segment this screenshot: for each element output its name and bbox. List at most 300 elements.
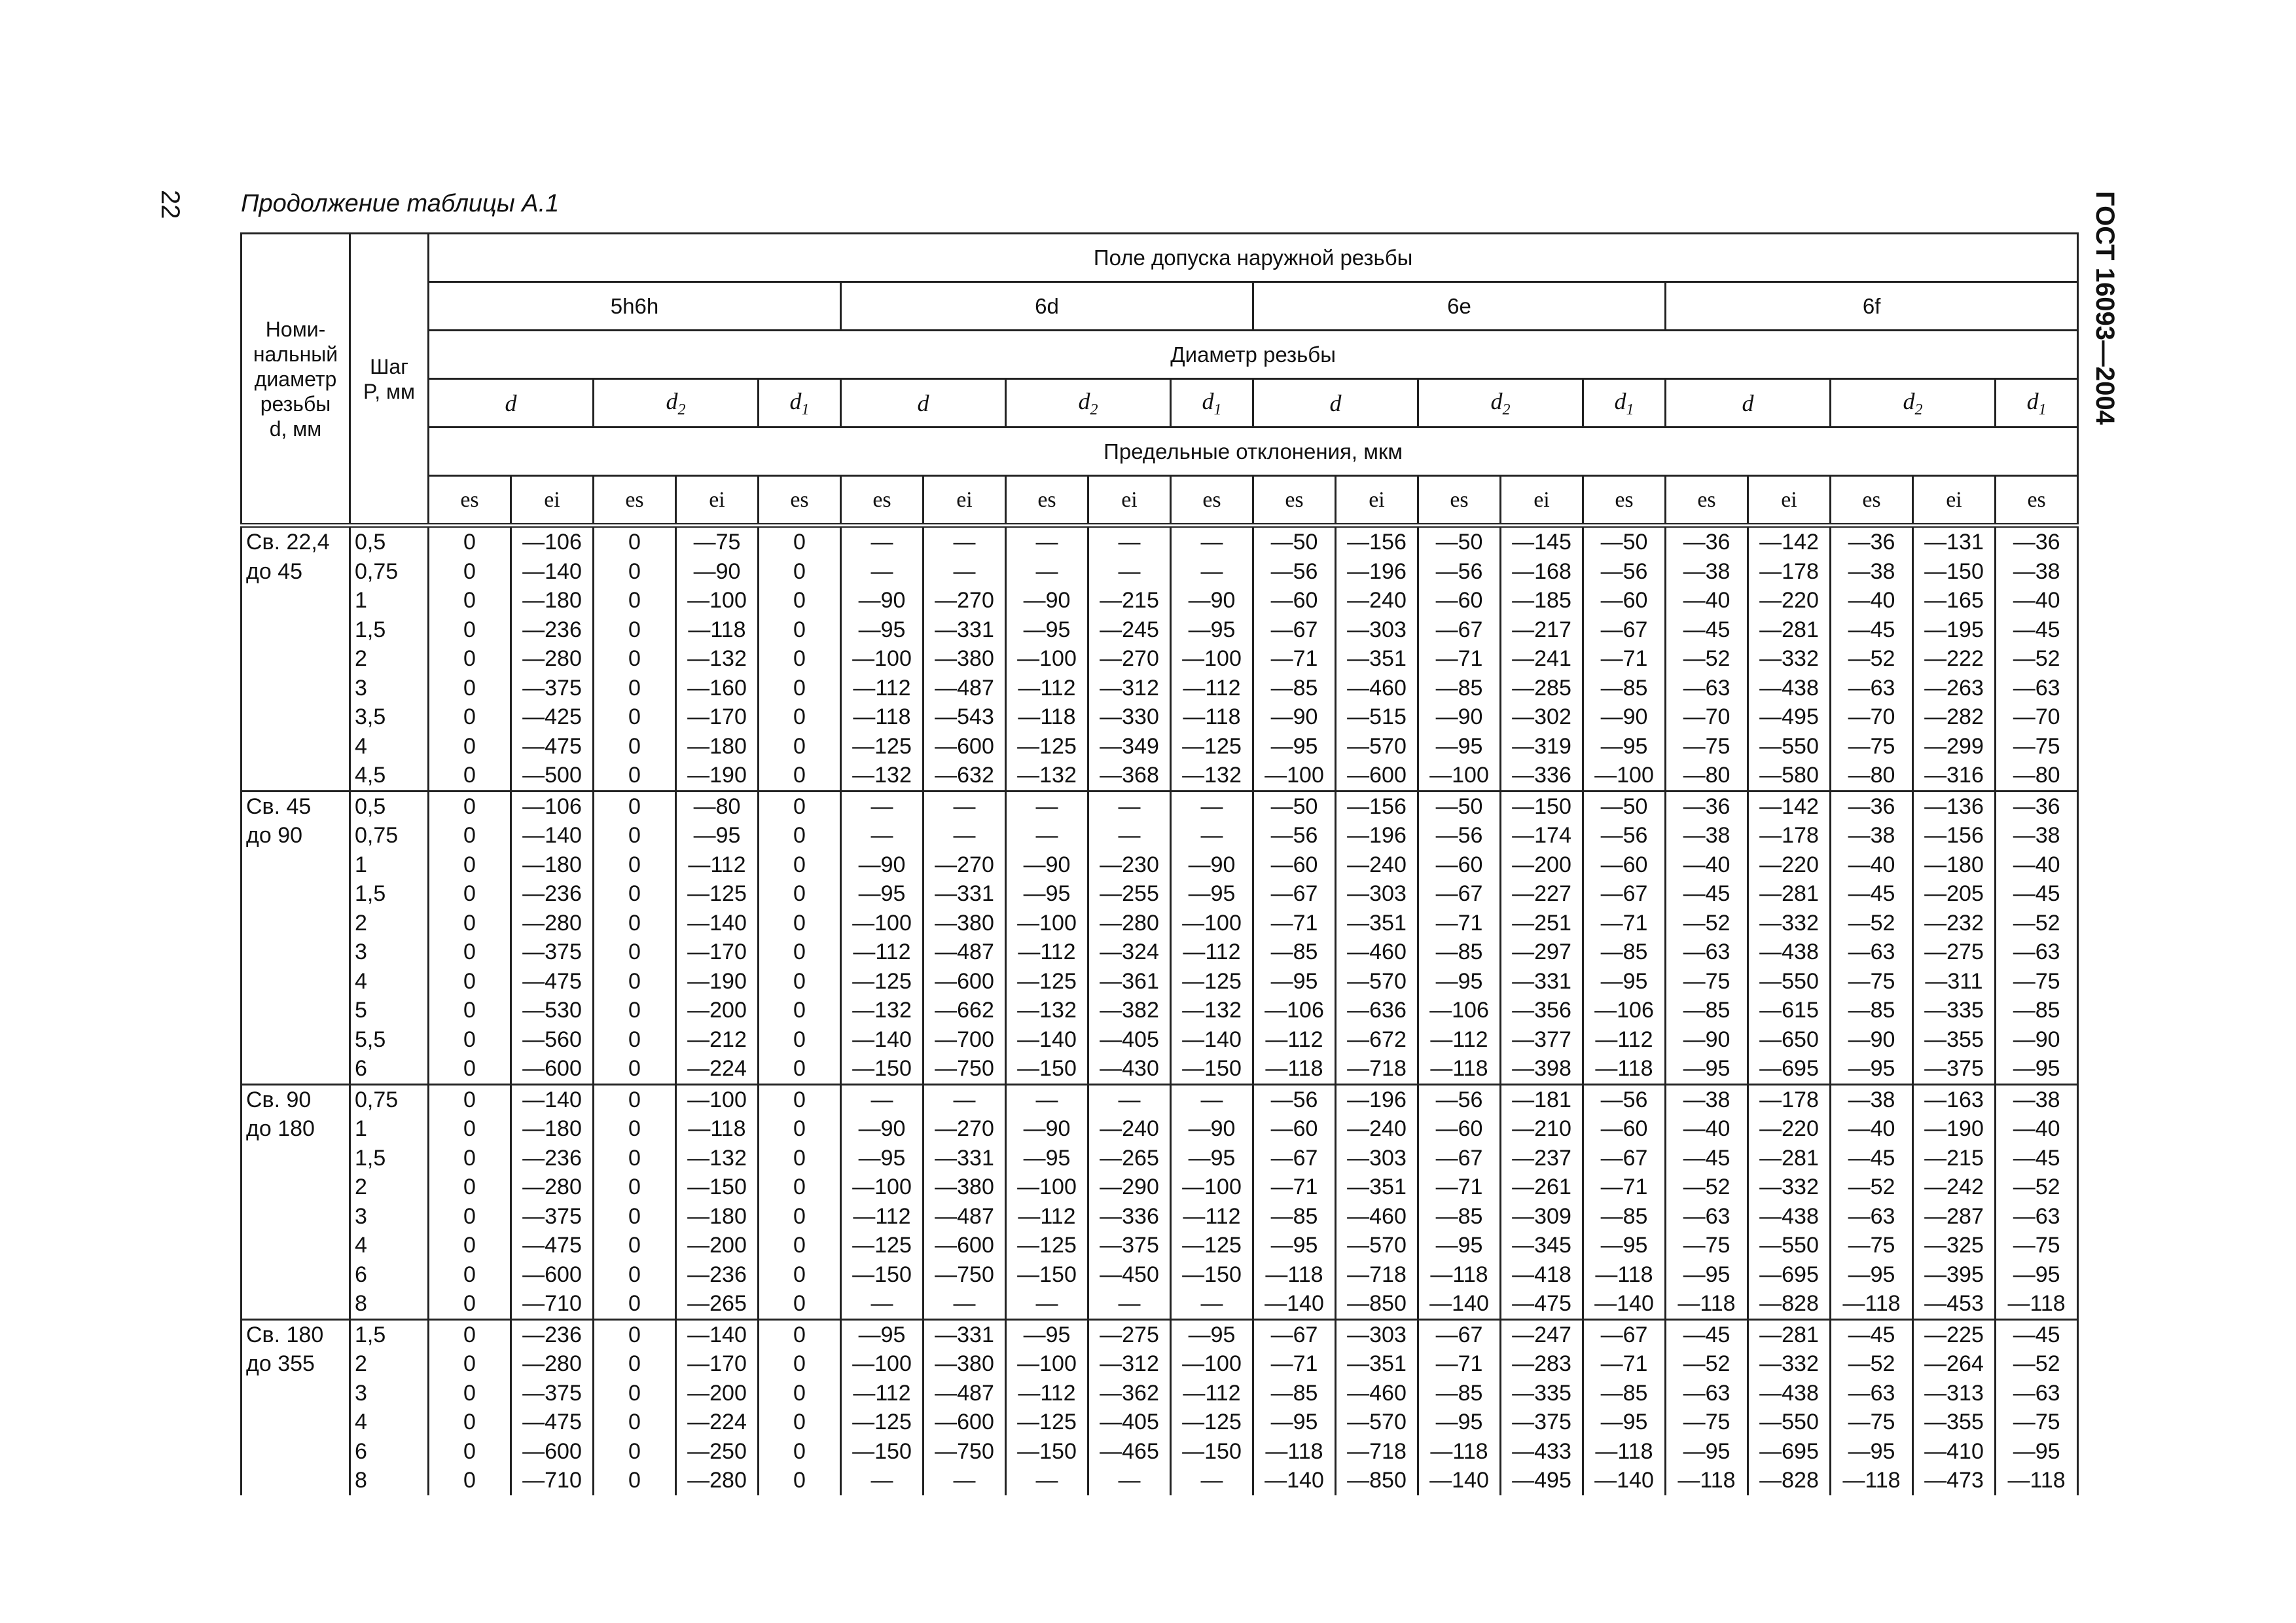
deviation-value: —85 [1583, 1379, 1666, 1408]
header-deviation-es: es [1253, 476, 1336, 526]
pitch-value: 3 [350, 1202, 429, 1231]
deviation-value: —100 [841, 644, 924, 674]
deviation-value: —225 [1913, 1319, 1996, 1349]
deviation-value: 0 [594, 1466, 676, 1495]
deviation-value: —125 [841, 1408, 924, 1437]
deviation-value: —52 [1996, 1349, 2078, 1379]
deviation-value: —95 [1171, 879, 1253, 909]
deviation-value: —85 [1418, 1379, 1501, 1408]
deviation-value: 0 [594, 526, 676, 557]
deviation-value: —60 [1253, 586, 1336, 615]
deviation-value: — [1088, 821, 1171, 850]
table-row [242, 1319, 2078, 1349]
deviation-value: —570 [1336, 967, 1418, 996]
deviation-value: —302 [1501, 702, 1583, 732]
header-deviation-es: es [841, 476, 924, 526]
deviation-value: —750 [924, 1054, 1006, 1084]
deviation-value: 0 [759, 1114, 841, 1144]
deviation-value: —63 [1831, 674, 1913, 703]
deviation-value: —319 [1501, 732, 1583, 761]
deviation-value: 0 [759, 1054, 841, 1084]
deviation-value: —495 [1501, 1466, 1583, 1495]
deviation-value: —112 [1006, 674, 1088, 703]
deviation-value: —67 [1253, 879, 1336, 909]
deviation-value: —178 [1748, 557, 1831, 587]
deviation-value: —85 [1418, 938, 1501, 967]
deviation-value: 0 [759, 1349, 841, 1379]
deviation-value: —52 [1831, 1349, 1913, 1379]
deviation-value: —60 [1583, 850, 1666, 880]
deviation-value: — [924, 557, 1006, 587]
deviation-value: —40 [1666, 850, 1748, 880]
deviation-value: 0 [594, 1054, 676, 1084]
header-deviation-es: es [1006, 476, 1088, 526]
header-diameter-d2: $d_2$ [1006, 379, 1171, 428]
deviation-value: —132 [676, 644, 759, 674]
deviation-value: 0 [594, 1144, 676, 1173]
deviation-value: —80 [1666, 761, 1748, 791]
deviation-value: —210 [1501, 1114, 1583, 1144]
deviation-value: —40 [1996, 1114, 2078, 1144]
deviation-value: —67 [1418, 615, 1501, 645]
deviation-value: —418 [1501, 1260, 1583, 1290]
deviation-value: 0 [594, 615, 676, 645]
deviation-value: —695 [1748, 1260, 1831, 1290]
pitch-value: 0,75 [350, 821, 429, 850]
deviation-value: 0 [429, 1260, 511, 1290]
deviation-value: — [1006, 791, 1088, 821]
deviation-value: —45 [1666, 1319, 1748, 1349]
deviation-value: —112 [1418, 1025, 1501, 1055]
table-row [242, 1260, 2078, 1290]
table-row [242, 879, 2078, 909]
deviation-value: —351 [1336, 644, 1418, 674]
deviation-value: —650 [1748, 1025, 1831, 1055]
deviation-value: 0 [759, 1379, 841, 1408]
deviation-value: —236 [676, 1260, 759, 1290]
deviation-value: —560 [511, 1025, 594, 1055]
deviation-value: —95 [1666, 1260, 1748, 1290]
deviation-value: —380 [924, 909, 1006, 938]
deviation-value: —132 [841, 761, 924, 791]
deviation-value: 0 [759, 1173, 841, 1202]
deviation-value: —60 [1583, 1114, 1666, 1144]
deviation-value: —50 [1253, 526, 1336, 557]
deviation-value: —156 [1336, 526, 1418, 557]
deviation-value: —255 [1088, 879, 1171, 909]
deviation-value: —335 [1501, 1379, 1583, 1408]
header-deviation-es: es [594, 476, 676, 526]
deviation-value: —112 [1253, 1025, 1336, 1055]
pitch-value: 2 [350, 909, 429, 938]
deviation-value: —280 [511, 1349, 594, 1379]
deviation-value: —150 [841, 1260, 924, 1290]
deviation-value: —331 [924, 615, 1006, 645]
deviation-value: —355 [1913, 1408, 1996, 1437]
deviation-value: 0 [759, 586, 841, 615]
deviation-value: —140 [511, 557, 594, 587]
deviation-value: —90 [1006, 1114, 1088, 1144]
deviation-value: —100 [1006, 909, 1088, 938]
deviation-value: —850 [1336, 1289, 1418, 1319]
deviation-value: —95 [1831, 1260, 1913, 1290]
deviation-value: —71 [1253, 644, 1336, 674]
deviation-value: —112 [1006, 1202, 1088, 1231]
deviation-value: —220 [1748, 586, 1831, 615]
deviation-value: —70 [1666, 702, 1748, 732]
deviation-value: —118 [1583, 1054, 1666, 1084]
deviation-value: 0 [759, 938, 841, 967]
deviation-value: 0 [759, 761, 841, 791]
header-deviation-ei: ei [924, 476, 1006, 526]
deviation-value: —283 [1501, 1349, 1583, 1379]
deviation-value: —150 [1006, 1260, 1088, 1290]
deviation-value: —140 [511, 1084, 594, 1114]
header-nominal-line: нальный [253, 342, 338, 366]
deviation-value: —52 [1996, 644, 2078, 674]
deviation-value: —178 [1748, 821, 1831, 850]
deviation-value: —227 [1501, 879, 1583, 909]
header-tolerance-field: Поле допуска наружной резьбы [429, 234, 2078, 282]
header-diameter-d: d [1253, 379, 1418, 428]
deviation-value: —67 [1583, 615, 1666, 645]
pitch-value: 0,75 [350, 1084, 429, 1114]
deviation-value: —220 [1748, 1114, 1831, 1144]
deviation-value: —309 [1501, 1202, 1583, 1231]
deviation-value: —695 [1748, 1054, 1831, 1084]
deviation-value: —131 [1913, 526, 1996, 557]
deviation-value: —112 [1171, 938, 1253, 967]
deviation-value: —351 [1336, 1349, 1418, 1379]
deviation-value: —70 [1996, 702, 2078, 732]
deviation-value: —615 [1748, 996, 1831, 1025]
deviation-value: —45 [1996, 1144, 2078, 1173]
nominal-diameter-range [242, 791, 350, 1084]
deviation-value: —112 [1006, 938, 1088, 967]
deviation-value: —196 [1336, 1084, 1418, 1114]
deviation-value: 0 [759, 879, 841, 909]
deviation-value: —100 [841, 1349, 924, 1379]
deviation-value: —312 [1088, 1349, 1171, 1379]
deviation-value: —90 [841, 850, 924, 880]
deviation-value: 0 [594, 1114, 676, 1144]
deviation-value: —40 [1996, 586, 2078, 615]
deviation-value: —63 [1831, 938, 1913, 967]
deviation-value: —515 [1336, 702, 1418, 732]
deviation-value: —85 [1253, 1202, 1336, 1231]
deviation-value: 0 [759, 732, 841, 761]
deviation-value: —453 [1913, 1289, 1996, 1319]
deviation-value: —150 [1171, 1054, 1253, 1084]
deviation-value: 0 [594, 761, 676, 791]
deviation-value: —60 [1418, 850, 1501, 880]
nominal-diameter-range [242, 526, 350, 792]
deviation-value: —95 [1583, 1231, 1666, 1260]
deviation-value: —45 [1831, 615, 1913, 645]
deviation-value: —85 [1583, 938, 1666, 967]
deviation-value: —38 [1831, 821, 1913, 850]
deviation-value: —125 [1006, 1231, 1088, 1260]
deviation-value: —85 [1666, 996, 1748, 1025]
deviation-value: —433 [1501, 1437, 1583, 1467]
deviation-value: 0 [429, 615, 511, 645]
deviation-value: —718 [1336, 1437, 1418, 1467]
header-deviation-ei: ei [511, 476, 594, 526]
deviation-value: —368 [1088, 761, 1171, 791]
deviation-value: —375 [511, 674, 594, 703]
deviation-value: —710 [511, 1466, 594, 1495]
deviation-value: 0 [594, 1173, 676, 1202]
deviation-value: —125 [1171, 1231, 1253, 1260]
deviation-value: —100 [841, 1173, 924, 1202]
deviation-value: —63 [1666, 674, 1748, 703]
deviation-value: —180 [511, 1114, 594, 1144]
deviation-value: —75 [1666, 732, 1748, 761]
deviation-value: —270 [1088, 644, 1171, 674]
deviation-value: 0 [429, 909, 511, 938]
deviation-value: —438 [1748, 674, 1831, 703]
deviation-value: —125 [1171, 967, 1253, 996]
header-step-line: Шаг [370, 354, 408, 378]
deviation-value: 0 [429, 1379, 511, 1408]
deviation-value: —71 [1583, 1349, 1666, 1379]
deviation-value: —285 [1501, 674, 1583, 703]
deviation-value: —240 [1336, 1114, 1418, 1144]
table-row [242, 938, 2078, 967]
nominal-range-line: Св. 90 [246, 1087, 312, 1112]
deviation-value: —125 [1006, 1408, 1088, 1437]
deviation-value: —331 [924, 1144, 1006, 1173]
deviation-value: —438 [1748, 1379, 1831, 1408]
deviation-value: 0 [594, 1408, 676, 1437]
deviation-value: —95 [676, 821, 759, 850]
deviation-value: —67 [1253, 615, 1336, 645]
deviation-value: —45 [1996, 1319, 2078, 1349]
deviation-value: —95 [841, 1319, 924, 1349]
table-row [242, 526, 2078, 557]
table-row [242, 702, 2078, 732]
nominal-range-line: до 355 [246, 1351, 315, 1376]
deviation-value: —750 [924, 1260, 1006, 1290]
deviation-value: —118 [1006, 702, 1088, 732]
deviation-value: —240 [1336, 586, 1418, 615]
deviation-value: —112 [841, 938, 924, 967]
deviation-value: 0 [759, 557, 841, 587]
deviation-value: —200 [676, 1379, 759, 1408]
deviation-value: —95 [1583, 1408, 1666, 1437]
deviation-value: 0 [429, 1319, 511, 1349]
header-diameter-title: Диаметр резьбы [429, 331, 2078, 379]
deviation-value: 0 [759, 1437, 841, 1467]
table-row [242, 1054, 2078, 1084]
deviation-value: —475 [511, 967, 594, 996]
header-diameter-d1: $d_1$ [1171, 379, 1253, 428]
deviation-value: —336 [1501, 761, 1583, 791]
deviation-value: —95 [1006, 615, 1088, 645]
deviation-value: —336 [1088, 1202, 1171, 1231]
deviation-value: —63 [1996, 938, 2078, 967]
deviation-value: 0 [759, 526, 841, 557]
deviation-value: —672 [1336, 1025, 1418, 1055]
deviation-value: —71 [1583, 1173, 1666, 1202]
deviation-value: —700 [924, 1025, 1006, 1055]
deviation-value: 0 [594, 967, 676, 996]
deviation-value: — [1171, 557, 1253, 587]
deviation-value: 0 [429, 879, 511, 909]
deviation-value: —75 [676, 526, 759, 557]
deviation-value: —132 [676, 1144, 759, 1173]
deviation-value: —95 [1171, 615, 1253, 645]
deviation-value: —95 [1006, 1144, 1088, 1173]
deviation-value: —190 [676, 761, 759, 791]
deviation-value: —236 [511, 879, 594, 909]
deviation-value: —100 [841, 909, 924, 938]
deviation-value: —56 [1418, 557, 1501, 587]
deviation-value: —473 [1913, 1466, 1996, 1495]
deviation-value: 0 [759, 674, 841, 703]
pitch-value: 4,5 [350, 761, 429, 791]
pitch-value: 3 [350, 1379, 429, 1408]
pitch-value: 6 [350, 1260, 429, 1290]
deviation-value: —118 [1666, 1289, 1748, 1319]
deviation-value: —118 [1996, 1466, 2078, 1495]
deviation-value: —297 [1501, 938, 1583, 967]
deviation-value: —332 [1748, 909, 1831, 938]
deviation-value: —100 [676, 586, 759, 615]
deviation-value: —150 [1501, 791, 1583, 821]
deviation-value: —36 [1831, 526, 1913, 557]
header-deviation-ei: ei [1748, 476, 1831, 526]
deviation-value: —224 [676, 1408, 759, 1437]
deviation-value: —118 [841, 702, 924, 732]
deviation-value: 0 [429, 1054, 511, 1084]
deviation-value: 0 [594, 1319, 676, 1349]
deviation-value: —95 [1831, 1054, 1913, 1084]
deviation-value: 0 [429, 644, 511, 674]
deviation-value: —355 [1913, 1025, 1996, 1055]
deviation-value: —71 [1418, 909, 1501, 938]
table-row [242, 821, 2078, 850]
deviation-value: —85 [1996, 996, 2078, 1025]
deviation-value: —150 [841, 1054, 924, 1084]
deviation-value: —132 [1171, 996, 1253, 1025]
deviation-value: —95 [1253, 1231, 1336, 1260]
deviation-value: —85 [1831, 996, 1913, 1025]
deviation-value: 0 [759, 996, 841, 1025]
deviation-value: — [1006, 1466, 1088, 1495]
deviation-value: —280 [511, 1173, 594, 1202]
deviation-value: —290 [1088, 1173, 1171, 1202]
pitch-value: 5 [350, 996, 429, 1025]
deviation-value: —132 [1171, 761, 1253, 791]
deviation-value: —67 [1418, 1319, 1501, 1349]
deviation-value: —112 [1171, 1202, 1253, 1231]
deviation-value: 0 [429, 1466, 511, 1495]
deviation-value: —303 [1336, 879, 1418, 909]
deviation-value: —325 [1913, 1231, 1996, 1260]
deviation-value: —495 [1748, 702, 1831, 732]
deviation-value: —40 [1666, 586, 1748, 615]
deviation-value: —100 [1583, 761, 1666, 791]
deviation-value: —100 [676, 1084, 759, 1114]
deviation-value: —118 [1253, 1260, 1336, 1290]
deviation-value: —180 [511, 850, 594, 880]
deviation-value: —90 [676, 557, 759, 587]
table-row [242, 1289, 2078, 1319]
deviation-value: —118 [1418, 1054, 1501, 1084]
deviation-value: 0 [759, 1231, 841, 1260]
deviation-value: —67 [1583, 1144, 1666, 1173]
deviation-value: —52 [1666, 909, 1748, 938]
deviation-value: —106 [511, 526, 594, 557]
deviation-value: 0 [759, 791, 841, 821]
deviation-value: —125 [1171, 1408, 1253, 1437]
deviation-value: —118 [1583, 1260, 1666, 1290]
deviation-value: —242 [1913, 1173, 1996, 1202]
deviation-value: —361 [1088, 967, 1171, 996]
deviation-value: —125 [1006, 732, 1088, 761]
deviation-value: —52 [1996, 909, 2078, 938]
deviation-value: —52 [1666, 644, 1748, 674]
header-deviation-ei: ei [1088, 476, 1171, 526]
deviation-value: —270 [924, 850, 1006, 880]
deviation-value: —156 [1336, 791, 1418, 821]
deviation-value: —241 [1501, 644, 1583, 674]
deviation-value: —230 [1088, 850, 1171, 880]
deviation-value: —95 [841, 1144, 924, 1173]
deviation-value: —331 [924, 879, 1006, 909]
deviation-value: —600 [511, 1260, 594, 1290]
deviation-value: —165 [1913, 586, 1996, 615]
deviation-value: —56 [1418, 821, 1501, 850]
deviation-value: — [1006, 1289, 1088, 1319]
deviation-value: —311 [1913, 967, 1996, 996]
deviation-value: 0 [594, 996, 676, 1025]
deviation-value: —251 [1501, 909, 1583, 938]
deviation-value: —280 [511, 644, 594, 674]
deviation-value: —95 [1666, 1437, 1748, 1467]
table-row [242, 967, 2078, 996]
page-number: 22 [156, 190, 185, 219]
header-diameter-d: d [841, 379, 1006, 428]
nominal-range-line: Св. 45 [246, 793, 312, 819]
deviation-value: —281 [1748, 1319, 1831, 1349]
deviation-value: —40 [1831, 1114, 1913, 1144]
deviation-value: —75 [1996, 732, 2078, 761]
pitch-value: 1,5 [350, 1144, 429, 1173]
deviation-value: —112 [841, 674, 924, 703]
deviation-value: —375 [511, 1379, 594, 1408]
table-row [242, 1231, 2078, 1260]
deviation-value: —280 [511, 909, 594, 938]
deviation-value: —140 [676, 1319, 759, 1349]
deviation-value: 0 [429, 761, 511, 791]
pitch-value: 4 [350, 1231, 429, 1260]
pitch-value: 8 [350, 1466, 429, 1495]
deviation-value: — [1171, 791, 1253, 821]
deviation-value: —70 [1831, 702, 1913, 732]
deviation-value: —217 [1501, 615, 1583, 645]
deviation-value: —95 [1006, 1319, 1088, 1349]
table-row [242, 615, 2078, 645]
deviation-value: —475 [511, 732, 594, 761]
deviation-value: —375 [1913, 1054, 1996, 1084]
deviation-value: —180 [1913, 850, 1996, 880]
deviation-value: —95 [1253, 967, 1336, 996]
deviation-value: —85 [1583, 674, 1666, 703]
header-diameter-d2: $d_2$ [1831, 379, 1996, 428]
deviation-value: —63 [1996, 1379, 2078, 1408]
